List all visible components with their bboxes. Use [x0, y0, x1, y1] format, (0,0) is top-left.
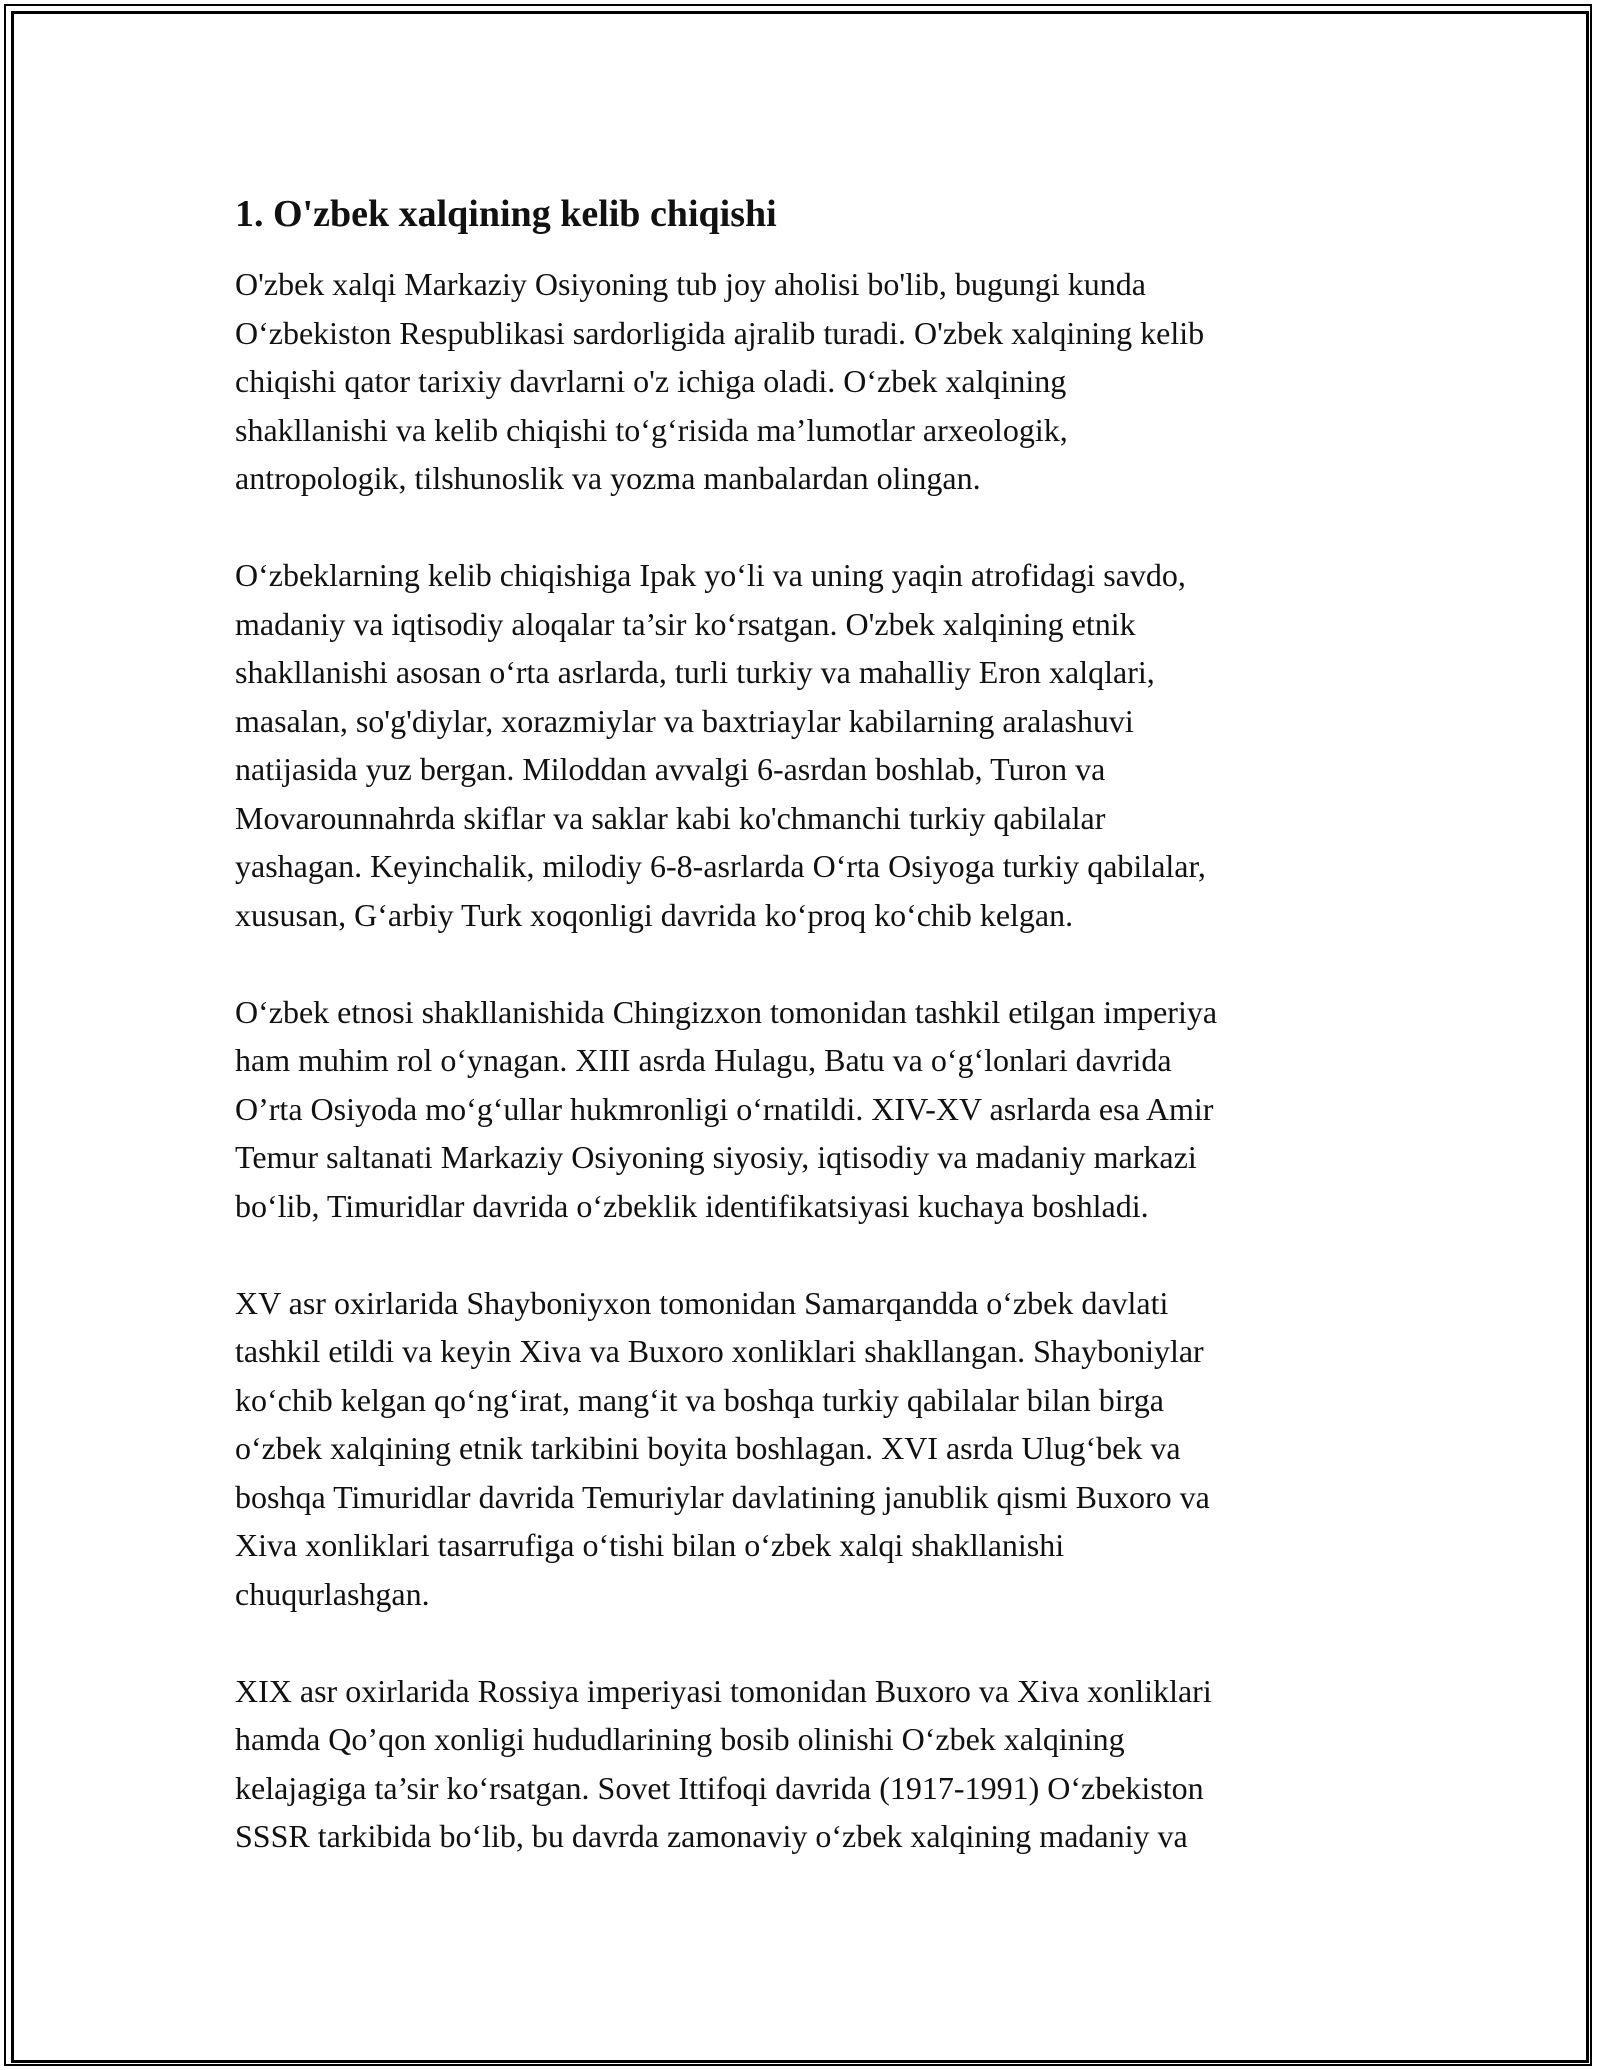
document-body [235, 188, 1370, 1909]
paragraph-russian-soviet: XIX asr oxirlarida Rossiya imperiyasi tomonidan Buxoro va Xiva xonliklari hamda Qo’qon xonligi hududlarining bosib olinishi O‘zbek xalqining kelajagiga ta’sir ko‘rsatgan. Sovet Ittifoqi davrida (1917-1991) O‘zbekiston SSSR tarkibida bo‘lib, bu davrda zamonaviy o‘zbek xalqining madaniy va [235, 1672, 1212, 1854]
paragraph-silk-road: O‘zbeklarning kelib chiqishiga Ipak yo‘li va uning yaqin atrofidagi savdo, madaniy va iqtisodiy aloqalar ta’sir ko‘rsatgan. O'zbek xalqining etnik shakllanishi asosan o‘rta asrlarda, turli turkiy va mahalliy Eron xalqlari, masalan, so'g'diylar, xorazmiylar va baxtriaylar kabilarning aralashuvi natijasida yuz bergan. Miloddan avvalgi 6-asrdan boshlab, Turon va Movarounnahrda skiflar va saklar kabi ko'chmanchi turkiy qabilalar yashagan. Keyinchalik, milodiy 6-8-asrlarda O‘rta Osiyoga turkiy qabilalar, xususan, G‘arbiy Turk xoqonligi davrida ko‘proq ko‘chib kelgan. [235, 557, 1206, 933]
paragraph-mongol-timurid: O‘zbek etnosi shakllanishida Chingizxon tomonidan tashkil etilgan imperiya ham muhim rol o‘ynagan. XIII asrda Hulagu, Batu va o‘g‘lonlari davrida O’rta Osiyoda mo‘g‘ullar hukmronligi o‘rnatildi. XIV-XV asrlarda esa Amir Temur saltanati Markaziy Osiyoning siyosiy, iqtisodiy va madaniy markazi bo‘lib, Timuridlar davrida o‘zbeklik identifikatsiyasi kuchaya boshladi. [235, 993, 1218, 1224]
paragraph-shaybanid: XV asr oxirlarida Shayboniyxon tomonidan Samarqandda o‘zbek davlati tashkil etildi va keyin Xiva va Buxoro xonliklari shakllangan. Shayboniylar ko‘chib kelgan qo‘ng‘irat, mang‘it va boshqa turkiy qabilalar bilan birga o‘zbek xalqining etnik tarkibini boyita boshlagan. XVI asrda Ulug‘bek va boshqa Timuridlar davrida Temuriylar davlatining janublik qismi Buxoro va Xiva xonliklari tasarrufiga o‘tishi bilan o‘zbek xalqi shakllanishi chuqurlashgan. [235, 1284, 1210, 1612]
paragraph-origin: O'zbek xalqi Markaziy Osiyoning tub joy aholisi bo'lib, bugungi kunda O‘zbekiston Respublikasi sardorligida ajralib turadi. O'zbek xalqining kelib chiqishi qator tarixiy davrlarni o'z ichiga oladi. O‘zbek xalqining shakllanishi va kelib chiqishi to‘g‘risida ma’lumotlar arxeologik, antropologik, tilshunoslik va yozma manbalardan olingan. [235, 266, 1205, 496]
section-heading: 1. O'zbek xalqining kelib chiqishi [235, 193, 777, 235]
